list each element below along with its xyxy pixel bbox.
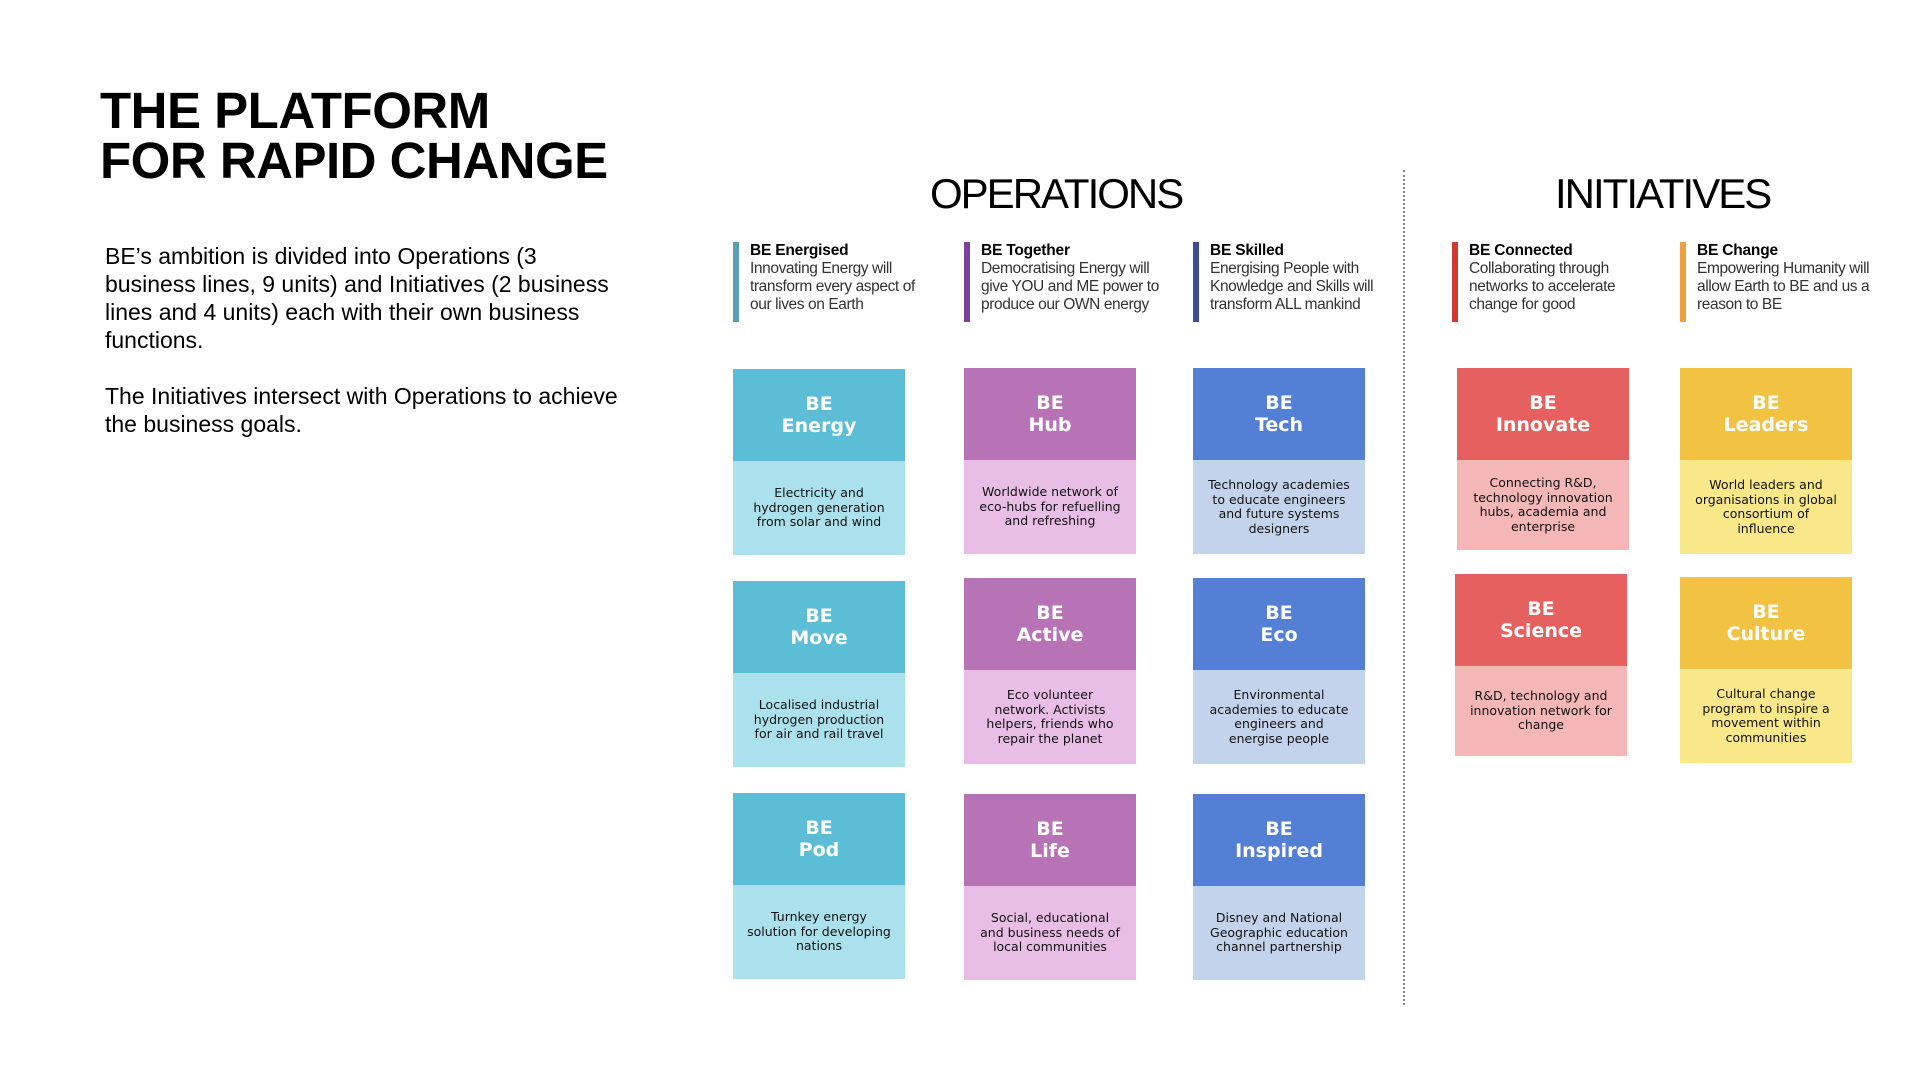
unit-prefix: BE [805,605,833,627]
unit-prefix: BE [1036,818,1064,840]
line-description: Innovating Energy will transform every aspect of our lives on Earth [750,260,915,313]
title-line-2: FOR RAPID CHANGE [100,132,608,189]
unit-title [1457,368,1629,460]
unit-card-tech [1193,368,1365,554]
unit-title [733,581,905,673]
unit-prefix: BE [1265,392,1293,414]
unit-title [1193,794,1365,886]
unit-description: R&D, technology and innovation network for change [1455,666,1627,756]
unit-description: Localised industrial hydrogen production for air and rail travel [733,673,905,767]
unit-name: Inspired [1235,840,1323,862]
unit-name: Culture [1726,623,1806,645]
unit-name: Hub [1028,414,1072,436]
line-name: BE Energised [750,242,849,259]
page-title [100,82,608,189]
operations-heading: OPERATIONS [930,170,1183,217]
unit-prefix: BE [1036,392,1064,414]
unit-name: Active [1016,624,1084,646]
unit-card-eco [1193,578,1365,764]
unit-prefix: BE [1529,392,1557,414]
unit-name: Science [1499,620,1583,642]
line-description: Democratising Energy will give YOU and ME power to produce our OWN energy [981,260,1159,313]
unit-description: World leaders and organisations in global consortium of influence [1680,460,1852,554]
unit-description: Turnkey energy solution for developing nations [733,885,905,979]
intro-paragraph-1: BE’s ambition is divided into Operations (3 business lines, 9 units) and Initiatives (2 business lines and 4 units) each with their own business functions. [105,243,609,353]
unit-name: Eco [1260,624,1298,646]
unit-description: Eco volunteer network. Activists helpers, friends who repair the planet [964,670,1136,764]
unit-prefix: BE [1036,602,1064,624]
line-header-skilled [1193,242,1389,322]
unit-card-culture [1680,577,1852,763]
unit-name: Life [1030,840,1070,862]
unit-name: Innovate [1495,414,1591,436]
unit-card-innovate [1457,368,1629,550]
unit-title [1680,368,1852,460]
intro-text [105,242,625,466]
unit-name: Move [790,627,848,649]
unit-title [964,794,1136,886]
unit-card-energy [733,369,905,555]
unit-prefix: BE [1265,818,1293,840]
unit-card-active [964,578,1136,764]
unit-title [1680,577,1852,669]
unit-description: Electricity and hydrogen generation from solar and wind [733,461,905,555]
unit-description: Worldwide network of eco-hubs for refuelling and refreshing [964,460,1136,554]
line-header-connected [1452,242,1648,322]
line-description: Empowering Humanity will allow Earth to BE and us a reason to BE [1697,260,1870,313]
unit-title [733,369,905,461]
unit-card-hub [964,368,1136,554]
line-name: BE Connected [1469,242,1573,259]
line-name: BE Change [1697,242,1778,259]
line-header-energised [733,242,929,322]
unit-name: Energy [781,415,857,437]
unit-title [1193,368,1365,460]
line-name: BE Skilled [1210,242,1284,259]
line-description: Collaborating through networks to accelerate change for good [1469,260,1616,313]
unit-name: Pod [798,839,840,861]
line-header-change [1680,242,1876,322]
unit-prefix: BE [805,817,833,839]
unit-card-move [733,581,905,767]
line-name: BE Together [981,242,1070,259]
unit-description: Disney and National Geographic education channel partnership [1193,886,1365,980]
unit-title [964,368,1136,460]
unit-prefix: BE [1752,601,1780,623]
unit-name: Tech [1254,414,1304,436]
unit-description: Technology academies to educate engineers and future systems designers [1193,460,1365,554]
unit-card-pod [733,793,905,979]
initiatives-heading: INITIATIVES [1555,170,1771,217]
unit-prefix: BE [1265,602,1293,624]
unit-description: Social, educational and business needs of local communities [964,886,1136,980]
unit-title [733,793,905,885]
line-header-together [964,242,1160,322]
unit-card-inspired [1193,794,1365,980]
unit-prefix: BE [805,393,833,415]
title-line-1: THE PLATFORM [100,82,490,139]
unit-prefix: BE [1527,598,1555,620]
unit-card-leaders [1680,368,1852,554]
line-description: Energising People with Knowledge and Skills will transform ALL mankind [1210,260,1374,313]
unit-name: Leaders [1723,414,1809,436]
unit-title [1455,574,1627,666]
unit-prefix: BE [1752,392,1780,414]
intro-paragraph-2: The Initiatives intersect with Operations to achieve the business goals. [105,383,618,437]
unit-card-science [1455,574,1627,756]
unit-description: Environmental academies to educate engineers and energise people [1193,670,1365,764]
unit-title [964,578,1136,670]
section-divider [1403,170,1405,1005]
unit-description: Connecting R&D, technology innovation hubs, academia and enterprise [1457,460,1629,550]
unit-description: Cultural change program to inspire a movement within communities [1680,669,1852,763]
unit-card-life [964,794,1136,980]
unit-title [1193,578,1365,670]
